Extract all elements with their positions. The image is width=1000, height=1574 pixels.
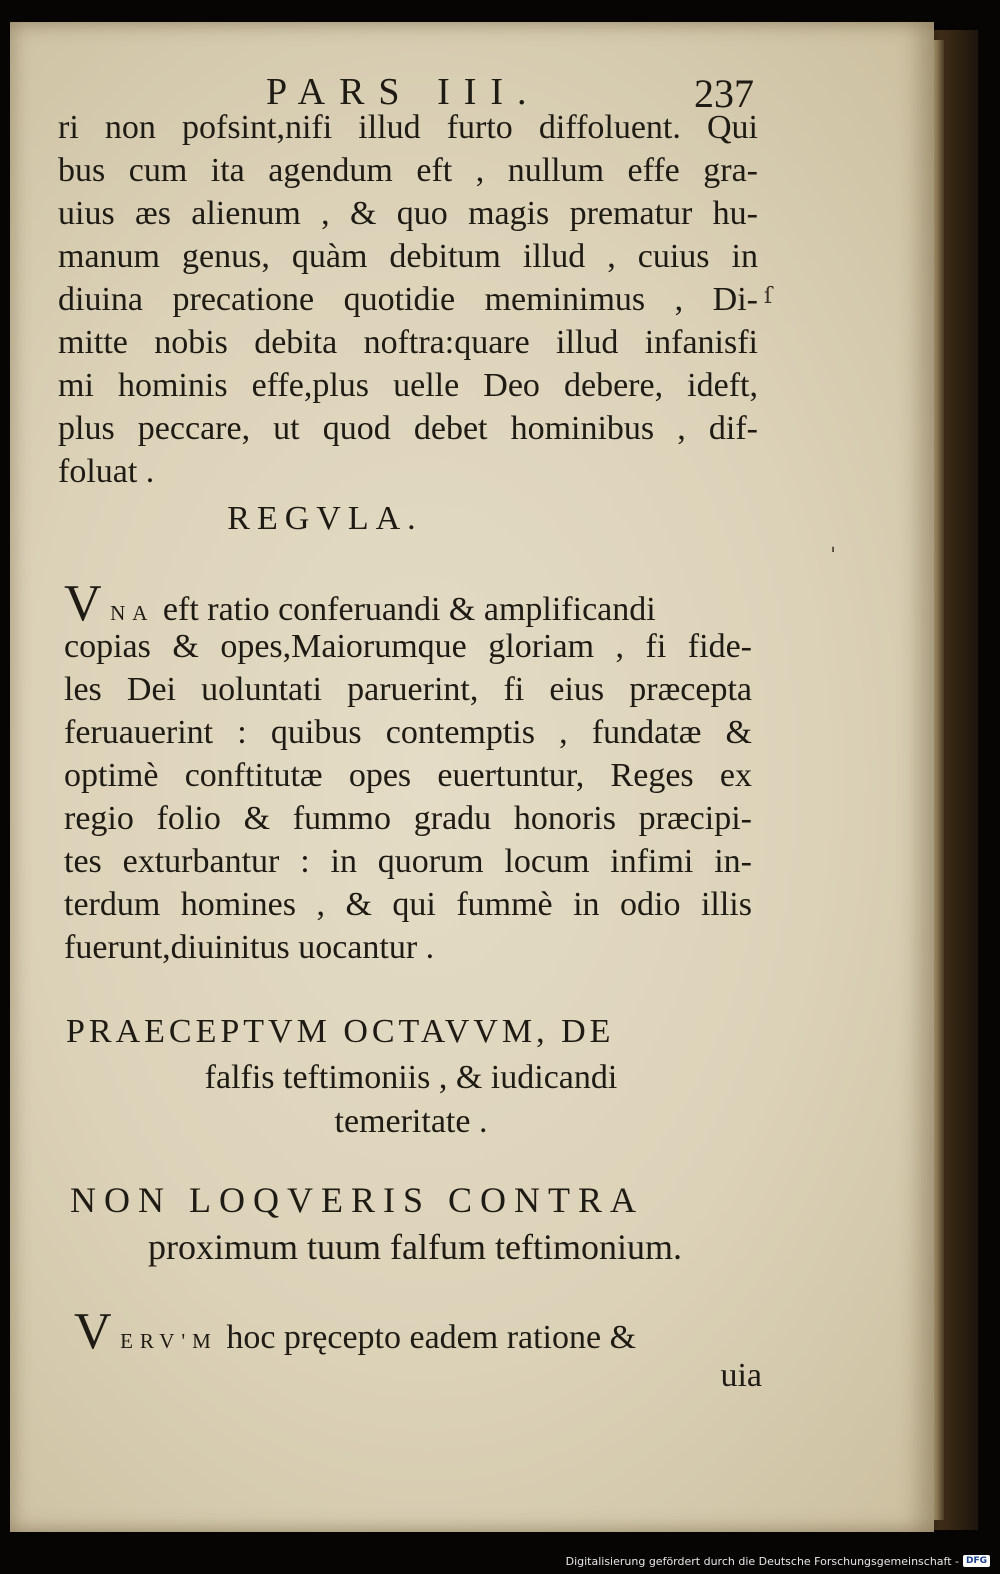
text-line: tes exturbantur : in quorum locum infimi in- xyxy=(64,843,752,880)
initial-smallcaps: ERV'M xyxy=(120,1329,218,1353)
text-line: optimè conftitutæ opes euertuntur, Reges ex xyxy=(64,757,752,794)
footer-bar xyxy=(0,1548,1000,1574)
text-line: les Dei uoluntati paruerint, fi eius præcepta xyxy=(64,671,752,708)
commandment-title: NON LOQVERIS CONTRA xyxy=(70,1180,644,1220)
precept-subtitle-line: falfis teftimoniis , & iudicandi xyxy=(204,1059,618,1096)
margin-mark: ſ xyxy=(764,284,773,309)
first-line-text: eft ratio conferuandi & amplificandi xyxy=(162,591,656,628)
initial-letter: V xyxy=(64,575,102,632)
catchword: uia xyxy=(720,1357,762,1394)
text-line: uius æs alienum , & quo magis prematur hu- xyxy=(58,195,758,232)
margin-mark: ˌ xyxy=(830,530,837,555)
footer-credit: Digitalisierung gefördert durch die Deutsche Forschungsgemeinschaft - xyxy=(565,1554,959,1568)
text-line-first xyxy=(74,1303,762,1360)
precept-heading xyxy=(66,1008,756,1144)
precept-title: PRAECEPTVM OCTAVVM, DE xyxy=(66,1013,615,1050)
paragraph-2 xyxy=(64,575,752,969)
text-line: plus peccare, ut quod debet hominibus , dif- xyxy=(58,410,758,447)
text-line-first xyxy=(64,575,752,632)
text-line: copias & opes,Maiorumque gloriam , fi fide- xyxy=(64,628,752,665)
dfg-logo-icon: DFG xyxy=(963,1555,990,1567)
paragraph-3 xyxy=(74,1303,762,1398)
initial-smallcaps: NA xyxy=(110,601,155,625)
text-line: fuerunt,diuinitus uocantur . xyxy=(64,929,435,966)
paragraph-1 xyxy=(58,106,758,493)
first-line-text: hoc pręcepto eadem ratione & xyxy=(226,1319,637,1356)
text-line: bus cum ita agendum eft , nullum effe gra- xyxy=(58,152,758,189)
commandment-subtitle: proximum tuum falfum teftimonium. xyxy=(148,1227,682,1267)
text-line: regio folio & fummo gradu honoris præcipi- xyxy=(64,800,752,837)
text-line: ri non pofsint,nifi illud furto diffoluent. Qui xyxy=(58,109,758,146)
rule-heading: REGVLA. xyxy=(227,500,423,537)
page-number: 237 xyxy=(694,71,754,116)
text-line: manum genus, quàm debitum illud , cuius in xyxy=(58,238,758,275)
text-line: diuina precatione quotidie meminimus , Di- xyxy=(58,281,758,318)
precept-subtitle-line: temeritate . xyxy=(334,1103,488,1140)
text-line: mitte nobis debita noftra:quare illud infanisfi xyxy=(58,324,758,361)
commandment-heading xyxy=(70,1175,760,1269)
text-line: feruauerint : quibus contemptis , fundatæ & xyxy=(64,714,752,751)
text-line: foluat . xyxy=(58,453,155,490)
text-line: mi hominis effe,plus uelle Deo debere, ideft, xyxy=(58,367,758,404)
initial-letter: V xyxy=(74,1303,112,1360)
text-line: terdum homines , & qui fummè in odio illis xyxy=(64,886,752,923)
running-head: PARS III. xyxy=(266,71,541,113)
